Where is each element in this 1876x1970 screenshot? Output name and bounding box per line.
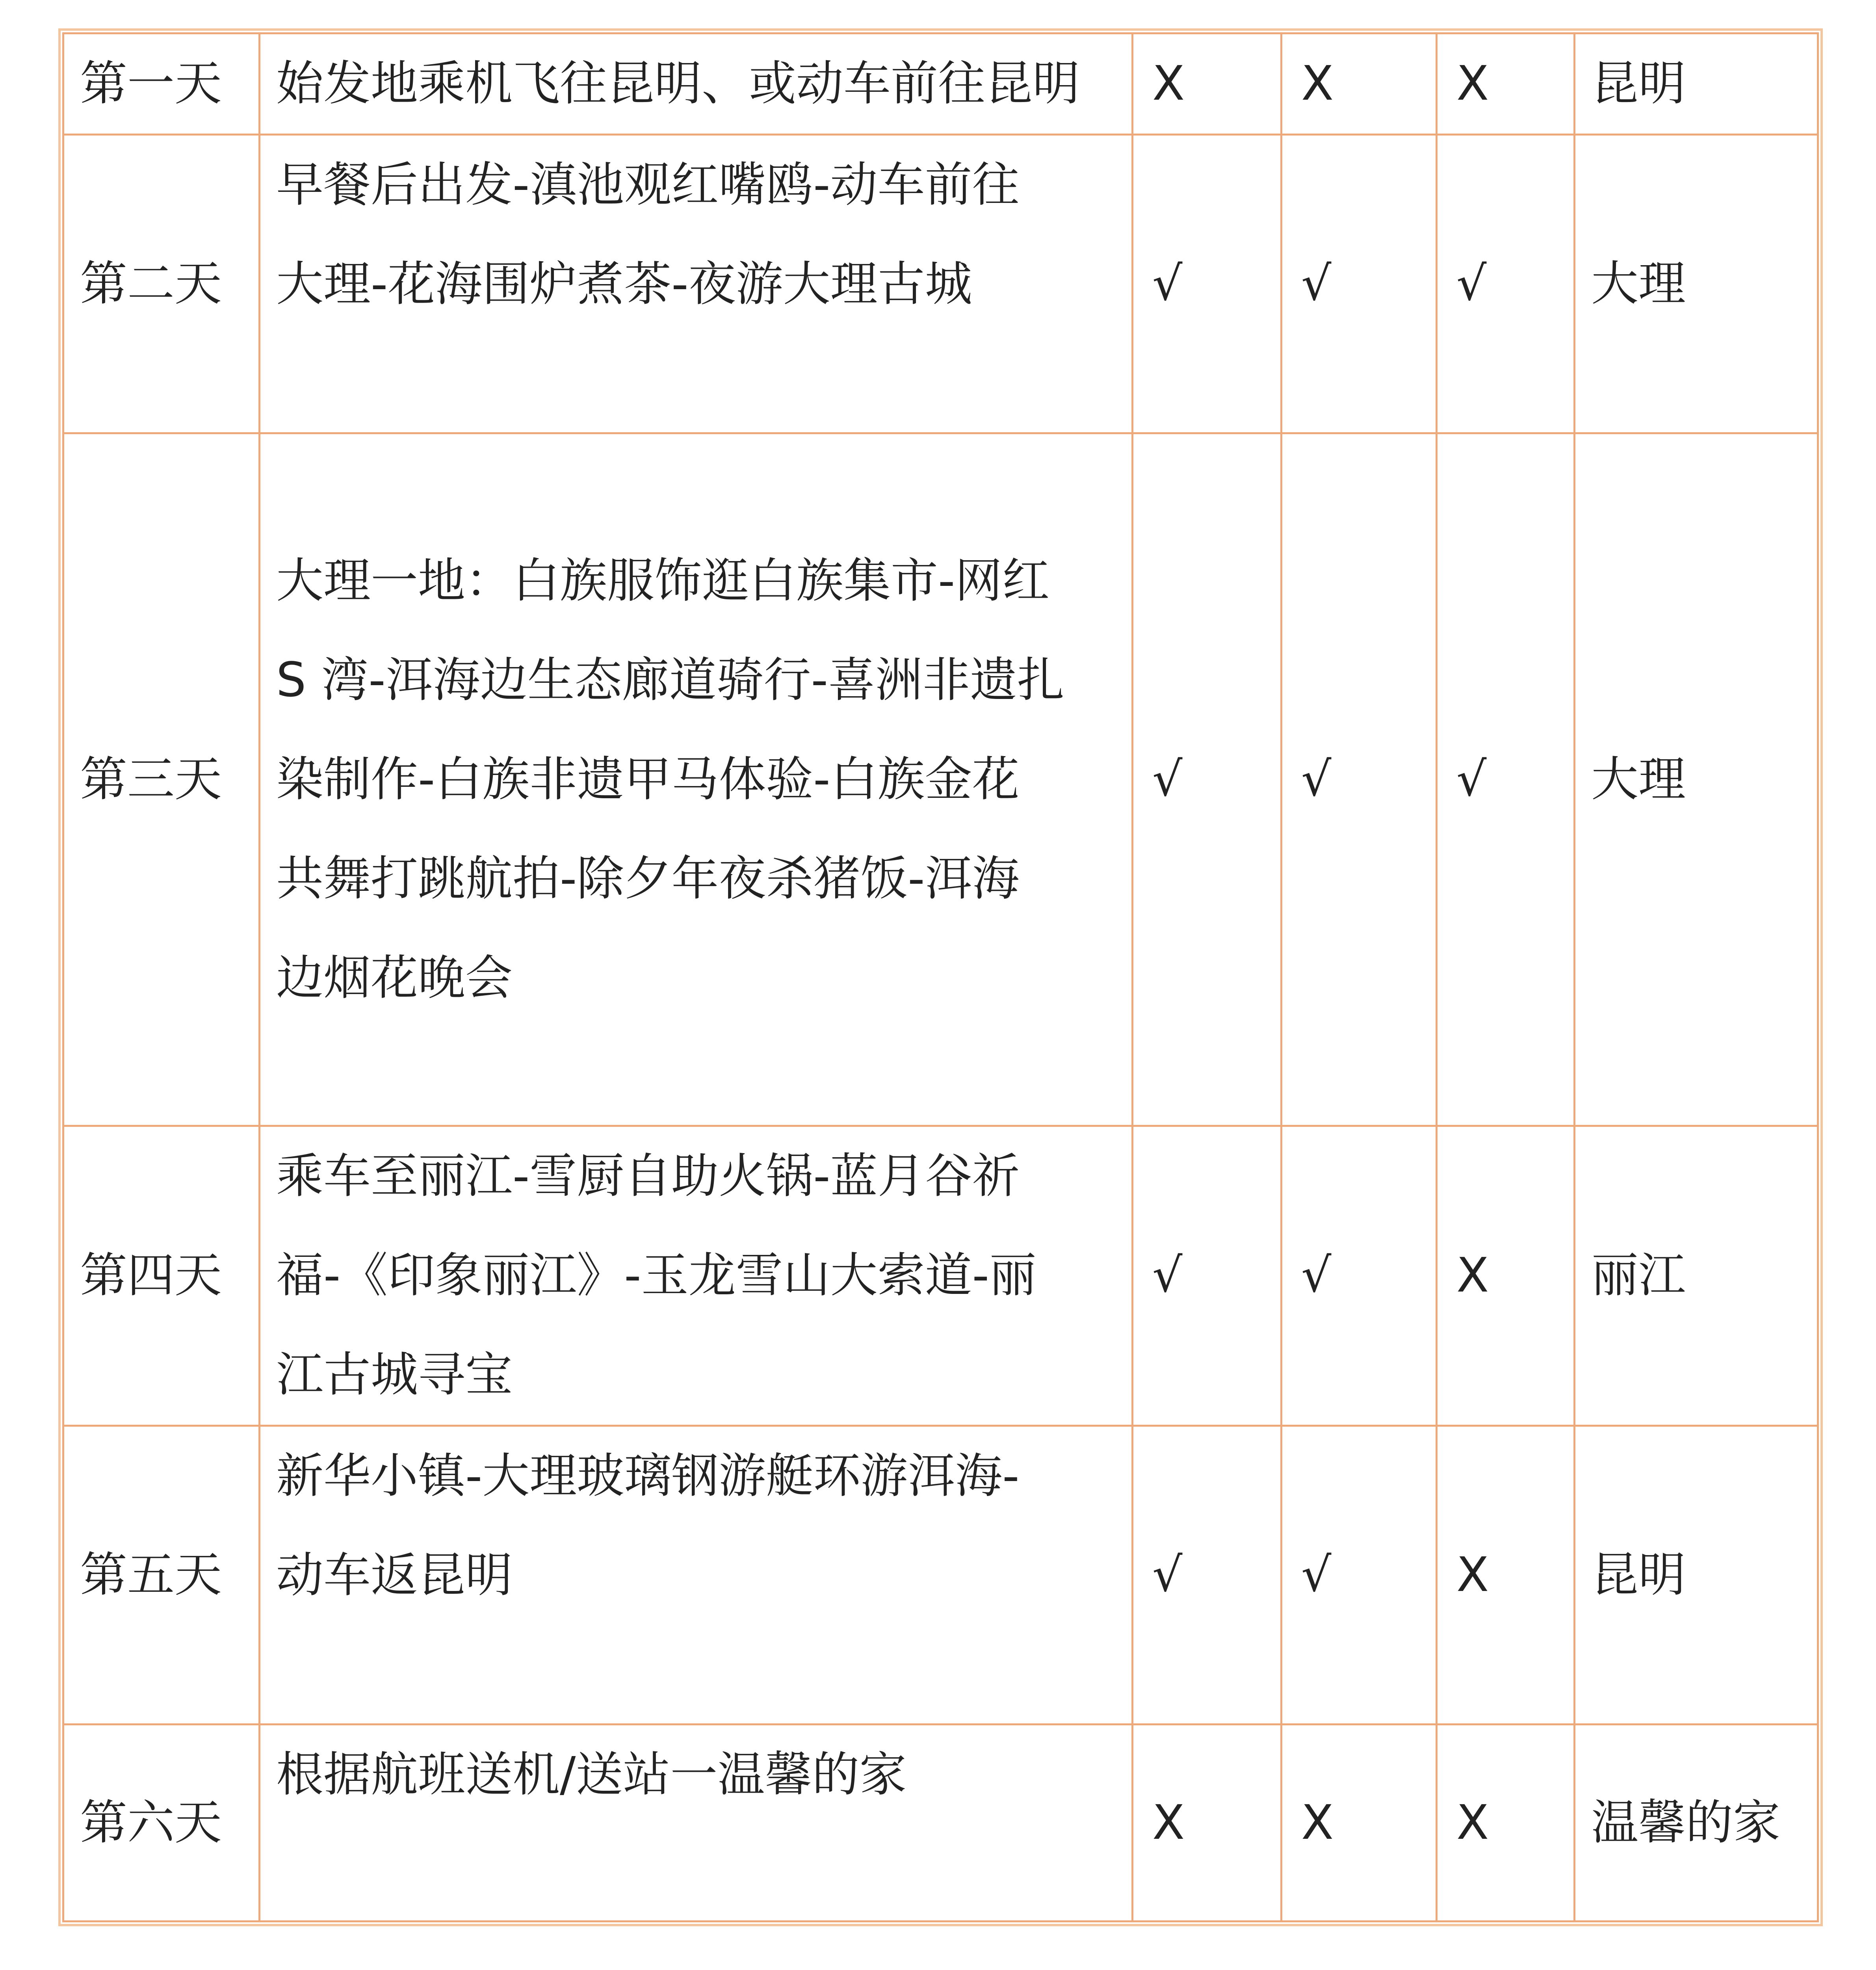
route-line: 染制作-白族非遗甲马体验-白族金花 — [276, 752, 1020, 807]
dinner-cell: X — [1437, 33, 1575, 135]
stay-cell: 大理 — [1575, 135, 1818, 433]
breakfast-cell: √ — [1133, 1126, 1282, 1426]
table-row — [63, 433, 1818, 1126]
stay-cell: 丽江 — [1575, 1126, 1818, 1426]
lunch-cell: √ — [1282, 1426, 1437, 1725]
lunch-cell: √ — [1282, 433, 1437, 1126]
route-cell — [260, 135, 1133, 433]
route-line: 大理-花海围炉煮茶-夜游大理古城 — [276, 257, 972, 312]
dinner-cell: X — [1437, 1725, 1575, 1922]
dinner-cell: √ — [1437, 433, 1575, 1126]
route-line: 共舞打跳航拍-除夕年夜杀猪饭-洱海 — [276, 851, 1020, 906]
stay-cell: 大理 — [1575, 433, 1818, 1126]
route-line: 江古城寻宝 — [276, 1347, 513, 1402]
table-row — [63, 33, 1818, 135]
lunch-cell: X — [1282, 1725, 1437, 1922]
breakfast-cell: X — [1133, 33, 1282, 135]
day-cell: 第一天 — [63, 33, 260, 135]
lunch-cell: √ — [1282, 1126, 1437, 1426]
stay-cell: 温馨的家 — [1575, 1725, 1818, 1922]
route-cell — [260, 433, 1133, 1126]
table-row — [63, 1126, 1818, 1426]
dinner-cell: √ — [1437, 135, 1575, 433]
table-row — [63, 1426, 1818, 1725]
route-line: 根据航班送机/送站一温馨的家 — [276, 1747, 907, 1802]
route-cell — [260, 33, 1133, 135]
route-cell — [260, 1725, 1133, 1922]
breakfast-cell: √ — [1133, 135, 1282, 433]
day-cell: 第二天 — [63, 135, 260, 433]
route-line: 动车返昆明 — [276, 1548, 513, 1603]
stay-cell: 昆明 — [1575, 33, 1818, 135]
day-cell: 第三天 — [63, 433, 260, 1126]
stay-cell: 昆明 — [1575, 1426, 1818, 1725]
day-cell: 第四天 — [63, 1126, 260, 1426]
route-line: 早餐后出发-滇池观红嘴鸥-动车前往 — [276, 158, 1020, 212]
table-row — [63, 135, 1818, 433]
route-line: 新华小镇-大理玻璃钢游艇环游洱海- — [276, 1449, 1020, 1504]
breakfast-cell: √ — [1133, 1426, 1282, 1725]
route-line: 大理一地：白族服饰逛白族集市-网红 — [276, 553, 1050, 608]
dinner-cell: X — [1437, 1126, 1575, 1426]
route-cell — [260, 1126, 1133, 1426]
route-line: 乘车至丽江-雪厨自助火锅-蓝月谷祈 — [276, 1149, 1020, 1204]
day-cell: 第六天 — [63, 1725, 260, 1922]
itinerary-table — [62, 32, 1819, 1922]
table-row — [63, 1725, 1818, 1922]
route-line: S 湾-洱海边生态廊道骑行-喜洲非遗扎 — [276, 652, 1064, 708]
day-cell: 第五天 — [63, 1426, 260, 1725]
dinner-cell: X — [1437, 1426, 1575, 1725]
route-line: 福-《印象丽江》-玉龙雪山大索道-丽 — [276, 1248, 1036, 1303]
breakfast-cell: √ — [1133, 433, 1282, 1126]
lunch-cell: √ — [1282, 135, 1437, 433]
lunch-cell: X — [1282, 33, 1437, 135]
route-line: 边烟花晚会 — [276, 950, 513, 1005]
route-line: 始发地乘机飞往昆明、或动车前往昆明 — [276, 56, 1080, 111]
breakfast-cell: X — [1133, 1725, 1282, 1922]
route-cell — [260, 1426, 1133, 1725]
